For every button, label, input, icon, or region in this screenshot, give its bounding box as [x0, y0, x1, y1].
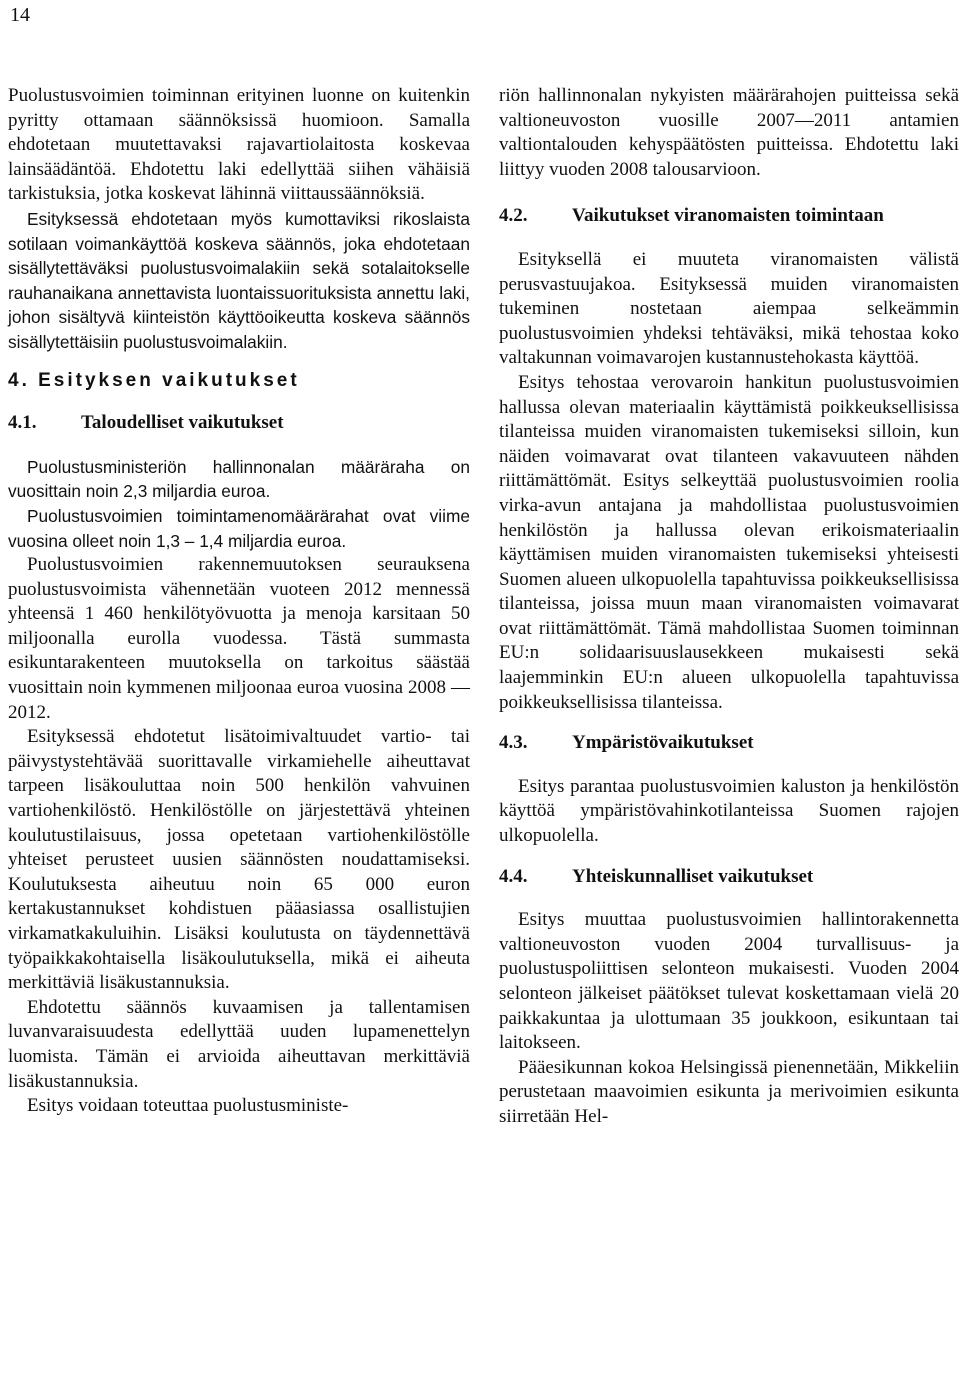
section-heading: 4. Esityksen vaikutukset [8, 369, 300, 391]
subsection-heading [499, 865, 959, 890]
paragraph: Ehdotettu säännös kuvaamisen ja tallentamisen luvanvaraisuudesta edellyttää uuden lupamenettelyn luomista. Tämän ei arvioida aiheuttavan merkittäviä lisäkustannuksia. [8, 996, 470, 1092]
paragraph: Puolustusvoimien toiminnan erityinen luonne on kuitenkin pyritty ottamaan säännöksissä huomioon. Samalla ehdotetaan muutettavaksi rajavartiolaitosta koskevaa lainsäädäntöä. Ehdotettu laki edellyttää siihen vähäisiä tarkistuksia, jotka koskevat lähinnä viittaussäännöksiä. [8, 85, 471, 205]
subsection-number: 4.4. [499, 865, 528, 887]
paragraph: Esitys voidaan toteuttaa puolustusministe- [27, 1095, 349, 1117]
paragraph: Puolustusvoimien toimintamenomäärärahat ovat viime vuosina olleet noin 1,3 – 1,4 miljardia euroa. [8, 505, 470, 551]
paragraph: Puolustusministeriön hallinnonalan määräraha on vuosittain noin 2,3 miljardia euroa. [8, 456, 470, 502]
paragraph: Esitys parantaa puolustusvoimien kaluston ja henkilöstön käyttöä ympäristövahinkotilanteissa Suomen rajojen ulkopuolella. [499, 775, 959, 847]
paragraph: Esitys tehostaa verovaroin hankitun puolustusvoimien hallussa olevan materiaalin käyttämistä poikkeuksellisissa tilanteissa muiden viranomaisten tukemiseksi silloin, kun näiden voimavarat ovat tilanteen vakavuuteen nähden riittämättömät. Esitys selkeyttää puolustusvoimien roolia virka-avun antajana ja mahdollistaa puolustusvoimien henkilöstön ja hallussa olevan erikoismateriaalin käyttämisen muiden viranomaisten tukemiseksi yhteisesti Suomen alueen ulkopuolella tapahtuvissa poikkeuksellisissa tilanteissa, joissa muun maan viranomaisten voimavarat ovat riittämättömät. Tämä mahdollistaa Suomen toiminnan EU:n solidaarisuuslausekkeen mukaisesti sekä laajemminkin EU:n alueen ulkopuolella tapahtuvissa poikkeuksellisissa tilanteissa. [499, 371, 959, 713]
subsection-number: 4.2. [499, 205, 528, 227]
subsection-title: Yhteiskunnalliset vaikutukset [572, 865, 814, 887]
subsection-heading [8, 411, 470, 436]
subsection-title: Ympäristövaikutukset [572, 732, 754, 754]
right-column [499, 84, 959, 1130]
paragraph: Pääesikunnan kokoa Helsingissä pienennetään, Mikkeliin perustetaan maavoimien esikunta ja merivoimien esikunta siirretään Hel- [499, 1056, 959, 1127]
paragraph: Puolustusvoimien rakennemuutoksen seurauksena puolustusvoimista vähennetään vuoteen 2012 mennessä yhteensä 1 460 henkilötyövuotta ja menoja karsitaan 50 miljoonalla eurolla vuodessa. Tästä summasta esikuntarakenteen muutoksella on tarkoitus säästää vuosittain noin kymmenen miljoonaa euroa vuosina 2008 —2012. [8, 554, 470, 723]
paragraph: Esitys muuttaa puolustusvoimien hallintorakennetta valtioneuvoston vuoden 2004 turvallisuus- ja puolustuspoliittisen selonteon mukaisesti. Vuoden 2004 selonteon jälkeiset päätökset tulevat koskettamaan vielä 20 paikkakuntaa ja ulottumaan 35 joukkoon, esikuntaan tai laitokseen. [499, 909, 959, 1054]
subsection-number: 4.3. [499, 732, 528, 754]
subsection-number: 4.1. [8, 412, 37, 434]
subsection-title: Vaikutukset viranomaisten toimintaan [572, 205, 884, 227]
paragraph: Esityksessä ehdotetaan myös kumottaviksi rikoslaista sotilaan voimankäyttöä koskeva säännös, joka ehdotetaan sisällytettäväksi puolustusvoimalakiin sekä sotalaitokselle rauhanaikana annettavista luontaissuorituksista annettu laki, johon sisältyvä kiinteistön käyttöoikeutta koskeva säännös sisällytettäisiin puolustusvoimalakiin. [8, 208, 470, 352]
page-number: 14 [10, 4, 30, 26]
paragraph: Esityksessä ehdotetut lisätoimivaltuudet vartio- tai päivystystehtävää suorittavalle virkamiehelle aiheuttavat tarpeen lisäkouluttaa noin 500 henkilön vahvuinen vartiohenkilöstö. Henkilöstölle on järjestettävä yhteinen koulutustilaisuus, jossa opetetaan vartiohenkilöstölle yhteiset perusteet uusien säännösten noudattamiseksi. Koulutuksesta aiheutuu noin 65 000 euron kertakustannukset kohdistuen pääasiassa osallistujien virkamatkakuluihin. Lisäksi koulutusta on täydennettävä työpaikkakohtaisella lisäkoulutuksella, mikä ei aiheuta merkittäviä lisäkustannuksia. [8, 726, 470, 994]
subsection-heading [499, 204, 959, 229]
paragraph: riön hallinnonalan nykyisten määrärahojen puitteissa sekä valtioneuvoston vuosille 2007—2011 antamien valtiontalouden kehyspäätösten puitteissa. Ehdotettu laki liittyy vuoden 2008 talousarvioon. [499, 85, 959, 180]
paragraph: Esityksellä ei muuteta viranomaisten välistä perusvastuujakoa. Esityksessä muiden viranomaisten tukeminen nostetaan aiempaa selkeämmin puolustusvoimien yhdeksi tehtäväksi, mikä tehostaa koko valtakunnan voimavarojen kustannustehokasta käyttöä. [499, 248, 959, 369]
subsection-title: Taloudelliset vaikutukset [81, 412, 284, 434]
subsection-heading [499, 731, 959, 756]
left-column [8, 84, 470, 1119]
